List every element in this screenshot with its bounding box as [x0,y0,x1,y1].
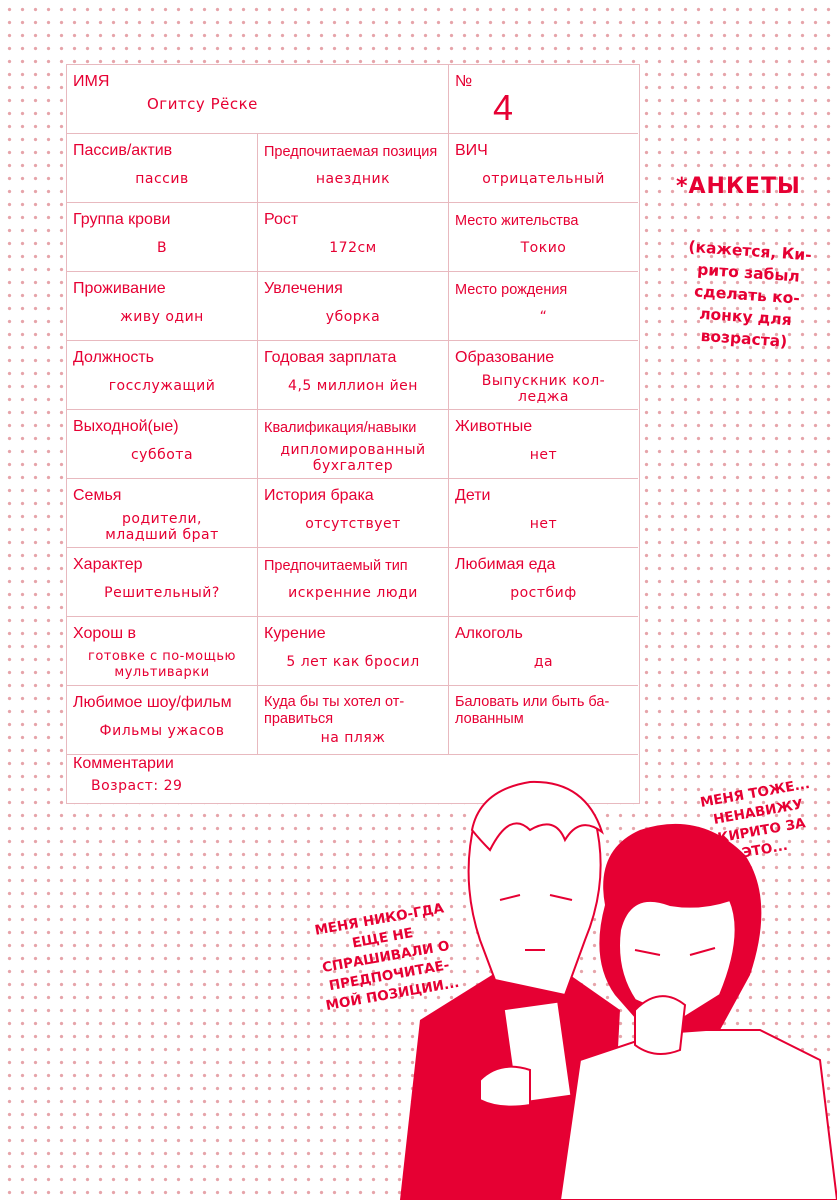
field-value: ростбиф [510,585,577,601]
field-birthplace [449,272,638,341]
name-label: ИМЯ [73,73,110,90]
field-value: 172см [329,240,377,256]
field-label: ВИЧ [455,142,488,159]
side-title: *АНКЕТЫ [676,174,801,199]
field-residence [449,203,638,272]
field-value: Выпускник кол-леджа [481,373,606,405]
field-label: Должность [73,349,154,366]
field-value: готовке с по-мощью мультиварки [88,649,236,680]
field-value: “ [539,309,548,325]
field-label: Курение [264,625,326,642]
field-label: Увлечения [264,280,343,297]
field-hobbies [258,272,449,341]
field-label: Рост [264,211,299,228]
field-value: пассив [135,171,189,187]
field-salary [258,341,449,410]
field-smoking [258,617,449,686]
field-label: Баловать или быть ба-лованным [455,694,610,727]
field-value: родители, младший брат [105,511,219,543]
field-label: Группа крови [73,211,171,228]
number-label: № [455,73,473,90]
field-value: наездник [315,171,391,187]
field-label: Алкоголь [455,625,523,642]
field-qualifications [258,410,449,479]
field-label: Место рождения [455,282,568,298]
field-family [67,479,258,548]
field-marriage-history [258,479,449,548]
field-value: отрицательный [482,171,605,187]
field-position [258,134,449,203]
field-spoil [449,686,638,755]
comments-value: Возраст: 29 [91,778,183,794]
field-value: Фильмы ужасов [99,723,225,739]
field-value: живу один [120,309,204,325]
field-label: Характер [73,556,143,573]
field-label: Любимое шоу/фильм [73,694,232,711]
field-label: История брака [264,487,374,504]
field-value: 4,5 миллион йен [288,378,418,394]
name-value: Огитсу Рёске [147,95,258,113]
profile-grid [67,65,639,749]
field-value: на пляж [320,730,386,746]
number-value: 4 [493,87,514,128]
field-label: Дети [455,487,491,504]
field-label: Образование [455,349,555,366]
field-value: В [156,240,168,256]
field-value: дипломированный бухгалтер [280,442,426,474]
field-education [449,341,638,410]
field-value: Токио [520,240,567,256]
field-travel-wish [258,686,449,755]
field-label: Хорош в [73,625,136,642]
comments-label: Комментарии [73,755,174,772]
field-value: 5 лет как бросил [286,654,420,670]
name-cell [67,65,449,134]
field-label: Годовая зарплата [264,349,397,366]
field-occupation [67,341,258,410]
field-label: Выходной(ые) [73,418,179,435]
field-value: Решительный? [104,585,220,601]
field-value: искренние люди [288,585,418,601]
field-value: отсутствует [305,516,401,532]
field-value: уборка [325,309,381,325]
field-label: Куда бы ты хотел от-правиться [264,694,405,727]
field-label: Животные [455,418,533,435]
field-alcohol [449,617,638,686]
field-favorite-food [449,548,638,617]
field-height [258,203,449,272]
field-label: Квалификация/навыки [264,420,417,436]
field-character [67,548,258,617]
field-value: нет [529,516,558,532]
speech-bubble-left: МЕНЯ НИКО-ГДА ЕЩЕ НЕ СПРАШИВАЛИ О ПРЕДПОЧИТАЕ-МОЙ ПОЗИЦИИ... [313,900,461,1015]
field-days-off [67,410,258,479]
field-label: Семья [73,487,122,504]
field-good-at [67,617,258,686]
field-label: Пассив/актив [73,142,173,159]
field-value: нет [529,447,558,463]
field-blood-type [67,203,258,272]
field-label: Проживание [73,280,166,297]
field-living [67,272,258,341]
field-pets [449,410,638,479]
field-children [449,479,638,548]
profile-card [66,64,640,804]
field-hiv [449,134,638,203]
field-value: суббота [130,447,194,463]
speech-bubble-right: МЕНЯ ТОЖЕ... НЕНАВИЖУ КИРИТО ЗА ЭТО... [698,775,811,862]
field-label: Предпочитаемый тип [264,558,408,574]
side-note: (кажется, Ки-рито забыл сделать ко-лонку для возраста) [687,237,813,351]
field-label: Место жительства [455,213,579,229]
field-passive-active [67,134,258,203]
field-value: госслужащий [108,378,216,394]
number-cell [449,65,638,134]
field-value: да [533,654,554,670]
field-label: Предпочитаемая позиция [264,144,438,160]
field-favorite-show [67,686,258,755]
field-label: Любимая еда [455,556,556,573]
field-preferred-type [258,548,449,617]
